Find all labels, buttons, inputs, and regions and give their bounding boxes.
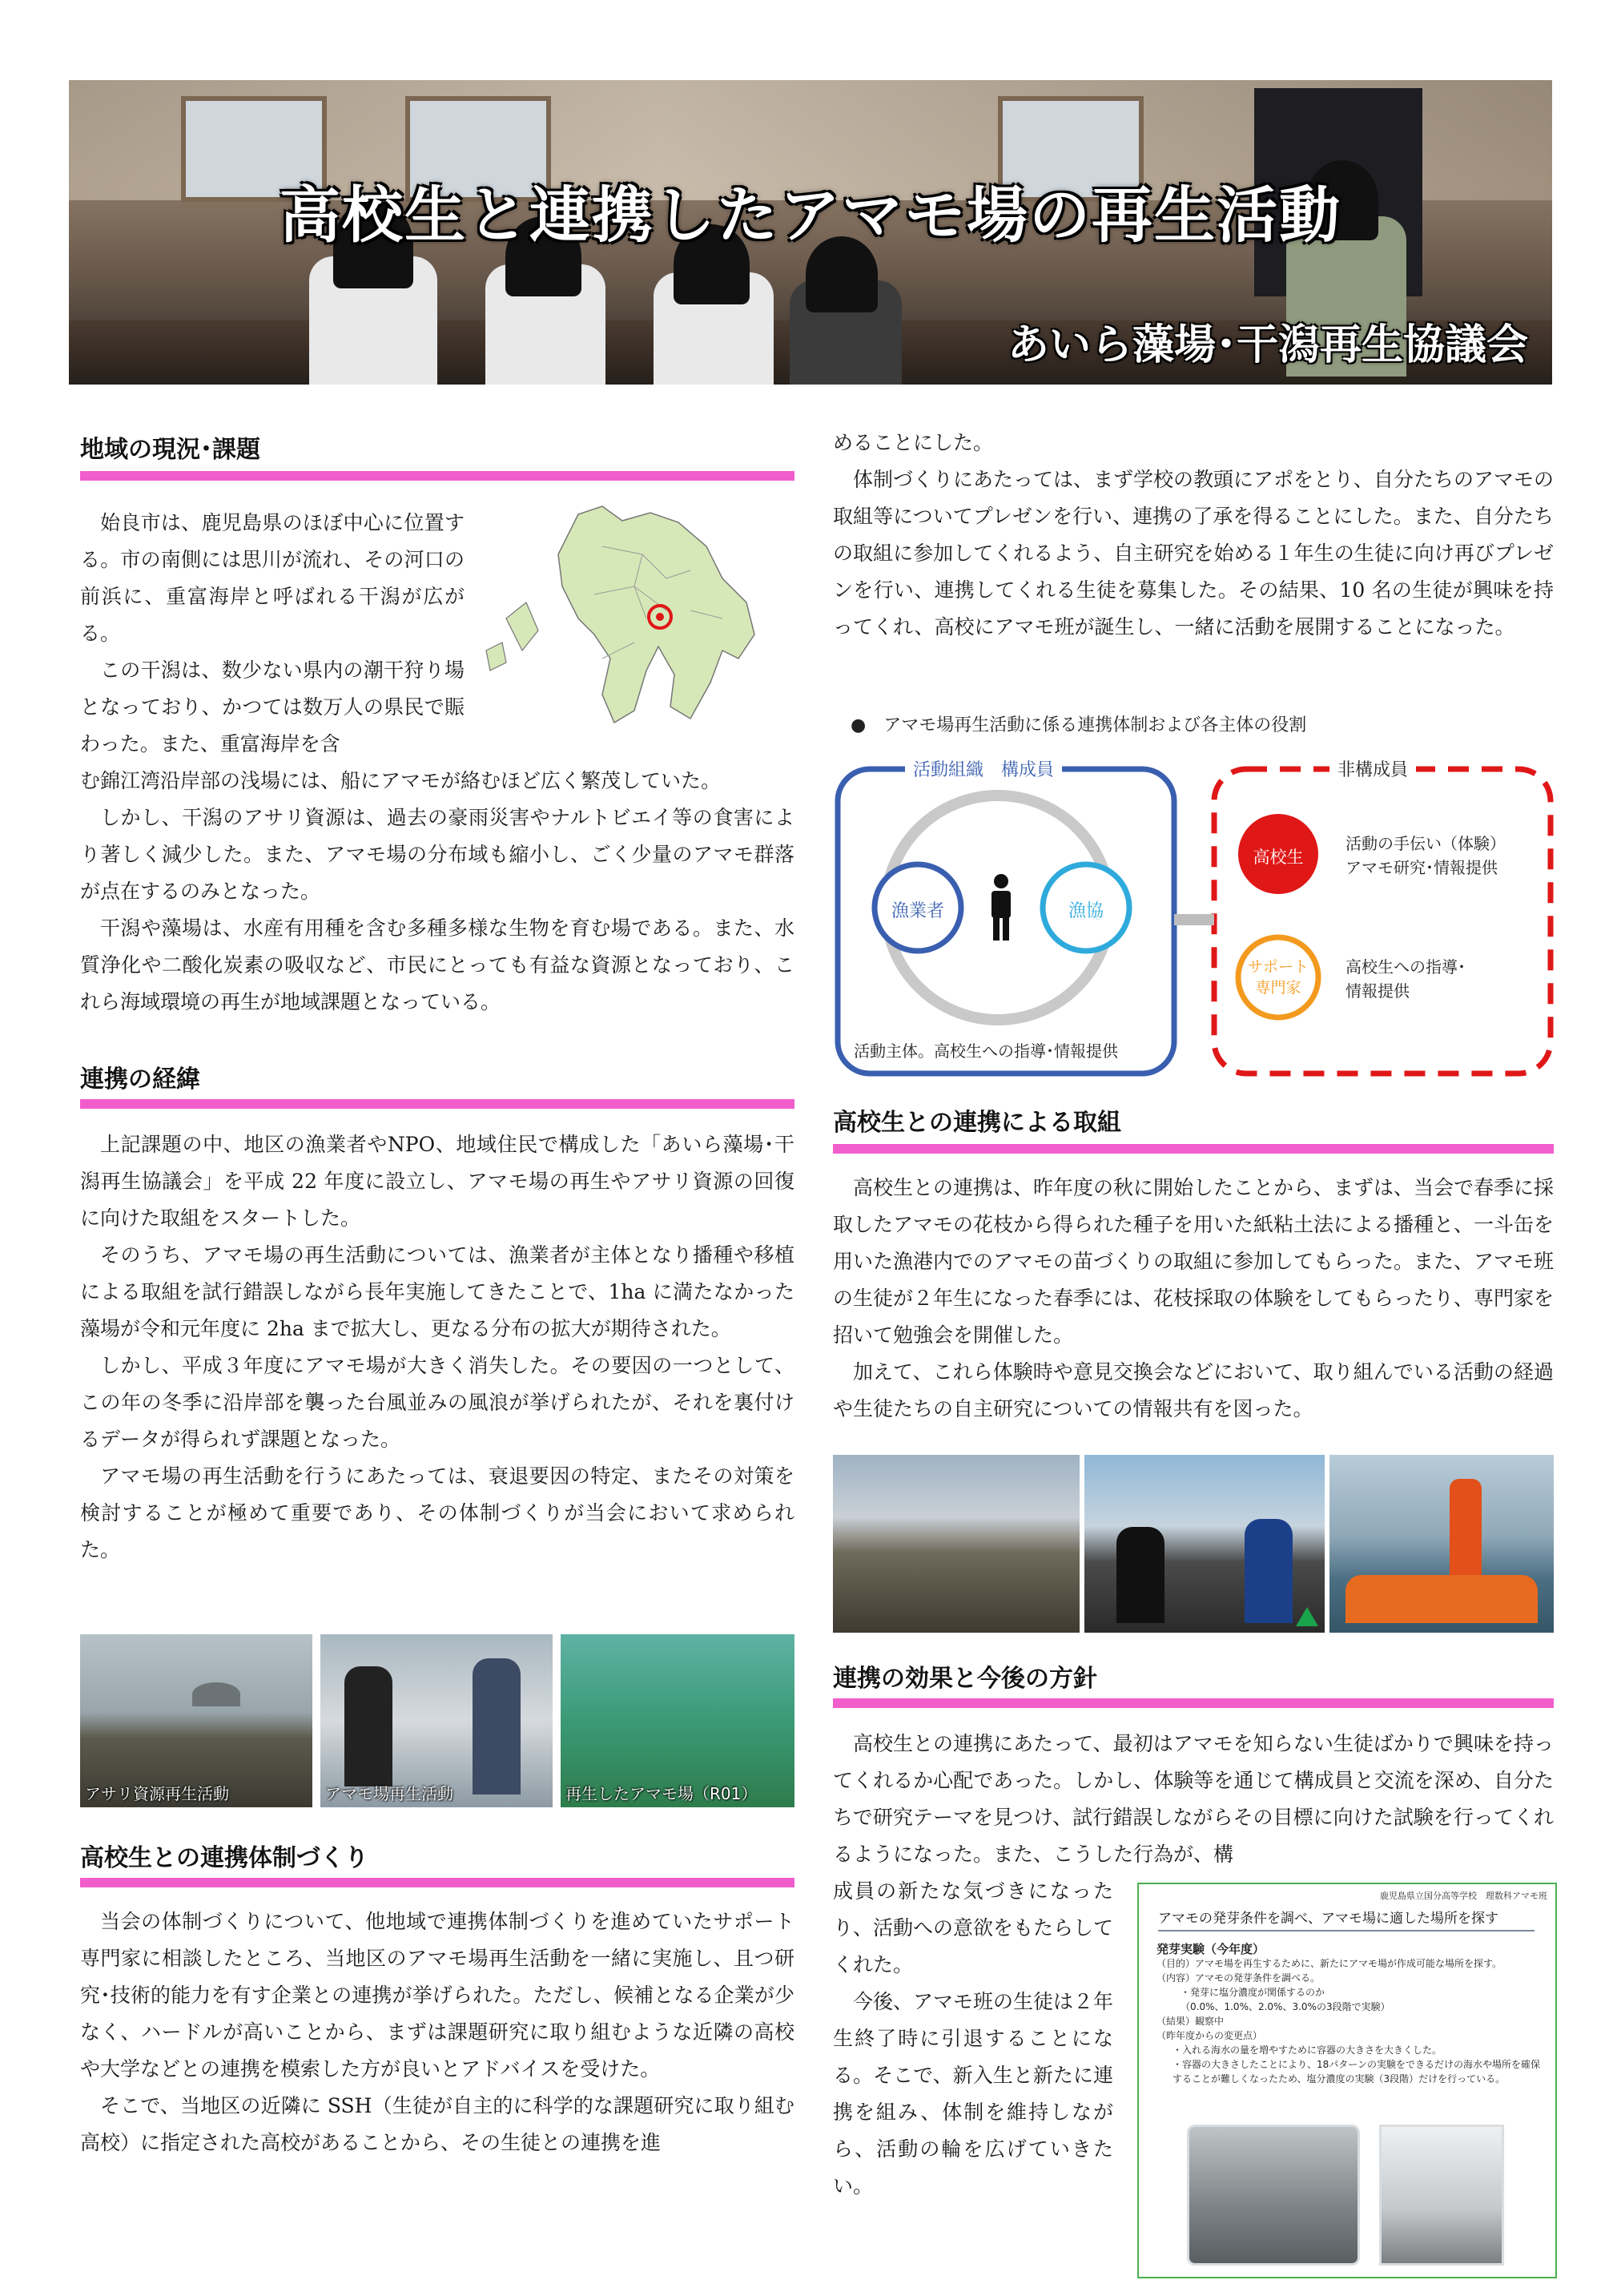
expert-label	[1243, 957, 1313, 998]
photo-joint-activity-1	[833, 1455, 1080, 1633]
paragraph-text: 上記課題の中、地区の漁業者やNPO、地域住民で構成した「あいら藻場･干潟再生協議会」を平成 22 年度に設立し、アマモ場の再生やアサリ資源の回復に向けた取組をスタートした。	[80, 1133, 794, 1230]
poster-school: 鹿児島県立国分高等学校 理数科アマモ班	[1380, 1891, 1547, 1901]
section-rule	[80, 471, 794, 481]
section-rule	[833, 1698, 1554, 1708]
paragraph-text: 干潟や藻場は、水産有用種を含む多種多様な生物を育む場である。また、水質浄化や二酸化炭素の吸収など、市民にとっても有益な資源となっており、これら海域環境の再生が地域課題となっている。	[80, 916, 794, 1013]
poster-line: （昨年度からの変更点）	[1156, 2030, 1263, 2041]
highschool-label: 高校生	[1253, 848, 1304, 867]
expert-role	[1345, 955, 1466, 1003]
nonmembers-label: 非構成員	[1329, 756, 1416, 781]
section-heading-effects-future: 連携の効果と今後の方針	[833, 1665, 1097, 1693]
members-label: 活動組織 構成員	[905, 756, 1062, 781]
paragraph-text: そこで、当地区の近隣に SSH（生徒が自主的に科学的な課題研究に取り組む高校）に指定された高校があることから、その生徒との連携を進	[80, 2094, 794, 2154]
poster-photo-container	[1187, 2125, 1360, 2266]
paragraph-text: 当会の体制づくりについて、他地域で連携体制づくりを進めていたサポート専門家に相談したところ、当地区のアマモ場再生活動を一緒に実施し、且つ研究･技術的能力を有す企業との連携が挙げられた。ただし、候補となる企業が少なく、ハードルが高いことから、まずは課題研究に取り組むような近隣の高校や大学などとの連携を模索した方が良いとアドバイスを受けた。	[80, 1910, 794, 2080]
photo-eelgrass-activity	[320, 1634, 553, 1807]
paragraph	[80, 1126, 794, 1569]
paragraph	[833, 1873, 1113, 2205]
paragraph-text: む錦江湾沿岸部の浅場には、船にアマモが絡むほど広く繁茂していた。	[80, 769, 722, 792]
paragraph-text: しかし、干潟のアサリ資源は、過去の豪雨災害やナルトビエイ等の食害により著しく減少した。また、アマモ場の分布域も縮小し、ごく少量のアマモ群落が点在するのみとなった。	[80, 806, 794, 903]
poster-line: （0.0%、1.0%、2.0%、3.0%の3段階で実験）	[1181, 2001, 1390, 2012]
paragraph-text: アマモ場の再生活動を行うにあたっては、衰退要因の特定、またその対策を検討することが極めて重要であり、その体制づくりが当会において求められた。	[80, 1464, 794, 1561]
partnership-diagram	[833, 711, 1554, 1088]
highschool-role-2: アマモ研究･情報提供	[1345, 858, 1498, 877]
paragraph-text: 成員の新たな気づきになったり、活動への意欲をもたらしてくれた。	[833, 1879, 1114, 1976]
organization-name: あいら藻場･干潟再生協議会	[1007, 320, 1528, 369]
photo-clam-activity	[80, 1634, 312, 1807]
expert-label-line2: 専門家	[1255, 979, 1301, 997]
poster-photo-beaker	[1379, 2125, 1504, 2266]
paragraph-text: 加えて、これら体験時や意見交換会などにおいて、取り組んでいる活動の経過や生徒たちの自主研究についての情報共有を図った。	[833, 1360, 1554, 1420]
section-heading-current-status: 地域の現況･課題	[80, 436, 260, 464]
photo-caption: 再生したアマモ場（R01）	[565, 1784, 758, 1803]
photo-restored-eelgrass	[561, 1634, 794, 1807]
highschool-role-1: 活動の手伝い（体験）	[1345, 834, 1506, 853]
section-heading-partnership-setup: 高校生との連携体制づくり	[80, 1844, 368, 1872]
photo-caption: アサリ資源再生活動	[85, 1784, 229, 1803]
kagoshima-map	[482, 498, 802, 731]
poster-line: ・発芽に塩分濃度が関係するのか	[1181, 1987, 1325, 1998]
section-rule	[80, 1099, 794, 1109]
section-heading-joint-activities: 高校生との連携による取組	[833, 1109, 1121, 1137]
paragraph	[833, 425, 1554, 646]
fisher-label: 漁業者	[891, 901, 944, 921]
paragraph-text: 高校生との連携にあたって、最初はアマモを知らない生徒ばかりで興味を持ってくれるか心配であった。しかし、体験等を通じて構成員と交流を深め、自分たちで研究テーマを見つけ、試行錯誤しながらその目標に向けた試験を行ってくれるようになった。また、こうした行為が、構	[833, 1732, 1554, 1866]
expert-role-2: 情報提供	[1345, 981, 1410, 1001]
expert-label-line1: サポート	[1247, 958, 1309, 976]
photo-caption: アマモ場再生活動	[325, 1784, 453, 1803]
diagram-title: ● アマモ場再生活動に係る連携体制および各主体の役割	[851, 715, 1307, 735]
expert-role-1: 高校生への指導･	[1345, 957, 1466, 977]
poster-line: （目的）アマモ場を再生するために、新たにアマモ場が作成可能な場所を探す。	[1156, 1958, 1502, 1969]
poster-line: ・容器の大きさしたことにより、18パターンの実験をできるだけの海水や場所を確保することが難しくなったため、塩分濃度の実験（3段階）だけを行っている。	[1173, 2059, 1541, 2085]
paragraph-text: 今後、アマモ班の生徒は２年生終了時に引退することになる。そこで、新入生と新たに連携を組み、体制を維持しながら、活動の輪を広げていきたい。	[833, 1990, 1114, 2197]
members-role: 活動主体。高校生への指導･情報提供	[854, 1041, 1118, 1061]
poster-line: （内容）アマモの発芽条件を調べる。	[1156, 1972, 1321, 1984]
poster-line: ・入れる海水の量を増やすために容器の大きさを大きくした。	[1173, 2044, 1442, 2056]
paragraph-text: 体制づくりにあたっては、まず学校の教頭にアポをとり、自分たちのアマモの取組等についてプレゼンを行い、連携の了承を得ることにした。また、自分たちの取組に参加してくれるよう、自主研究を始める１年生の生徒に向け再びプレゼンを行い、連携してくれる生徒を募集した。その結果、10 名の生徒が興味を持ってくれ、高校にアマモ班が誕生し、一緒に活動を展開することになった。	[833, 468, 1555, 638]
poster-title: アマモの発芽条件を調べ、アマモ場に適した場所を探す	[1158, 1907, 1535, 1931]
paragraph-text: この干潟は、数少ない県内の潮干狩り場となっており、かつては数万人の県民で賑わった。また、重富海岸を含	[80, 659, 465, 755]
paragraph-text: そのうち、アマモ場の再生活動については、漁業者が主体となり播種や移植による取組を試行錯誤しながら長年実施してきたことで、1ha に満たなかった藻場が令和元年度に 2ha まで拡大し、更なる分布の拡大が期待された。	[80, 1243, 794, 1340]
paragraph	[80, 1903, 794, 2161]
section-rule	[833, 1144, 1554, 1154]
page-title: 高校生と連携したアマモ場の再生活動	[280, 179, 1341, 251]
paragraph	[80, 763, 794, 1021]
poster-subtitle: 発芽実験（今年度）	[1156, 1942, 1265, 1956]
paragraph-text: しかし、平成３年度にアマモ場が大きく消失した。その要因の一つとして、この年の冬季に沿岸部を襲った台風並みの風浪が挙げられたが、それを裏付けるデータが得られず課題となった。	[80, 1354, 794, 1451]
highschool-role	[1345, 832, 1506, 880]
paragraph	[80, 652, 465, 763]
paragraph	[833, 1726, 1554, 1873]
paragraph-text: 高校生との連携は、昨年度の秋に開始したことから、まずは、当会で春季に採取したアマモの花枝から得られた種子を用いた紙粘土法による播種と、一斗缶を用いた漁港内でのアマモの苗づくりの取組に参加してもらった。また、アマモ班の生徒が２年生になった春季には、花枝採取の体験をしてもらったり、専門家を招いて勉強会を開催した。	[833, 1176, 1555, 1347]
header-banner	[69, 80, 1552, 385]
paragraph	[833, 1170, 1554, 1428]
photo-joint-activity-2	[1084, 1455, 1325, 1633]
poster-line: （結果）観察中	[1156, 2016, 1225, 2027]
paragraph	[80, 505, 465, 652]
paragraph-text: 始良市は、鹿児島県のほぼ中心に位置する。市の南側には思川が流れ、その河口の前浜に、重富海岸と呼ばれる干潟が広がる。	[80, 511, 465, 645]
coop-label: 漁協	[1068, 901, 1104, 921]
section-rule	[80, 1878, 794, 1887]
photo-joint-activity-3	[1329, 1455, 1554, 1633]
section-heading-background: 連携の経緯	[80, 1065, 200, 1094]
paragraph-text: めることにした。	[833, 431, 994, 454]
poster-body	[1156, 1942, 1541, 2086]
research-poster	[1137, 1883, 1557, 2278]
